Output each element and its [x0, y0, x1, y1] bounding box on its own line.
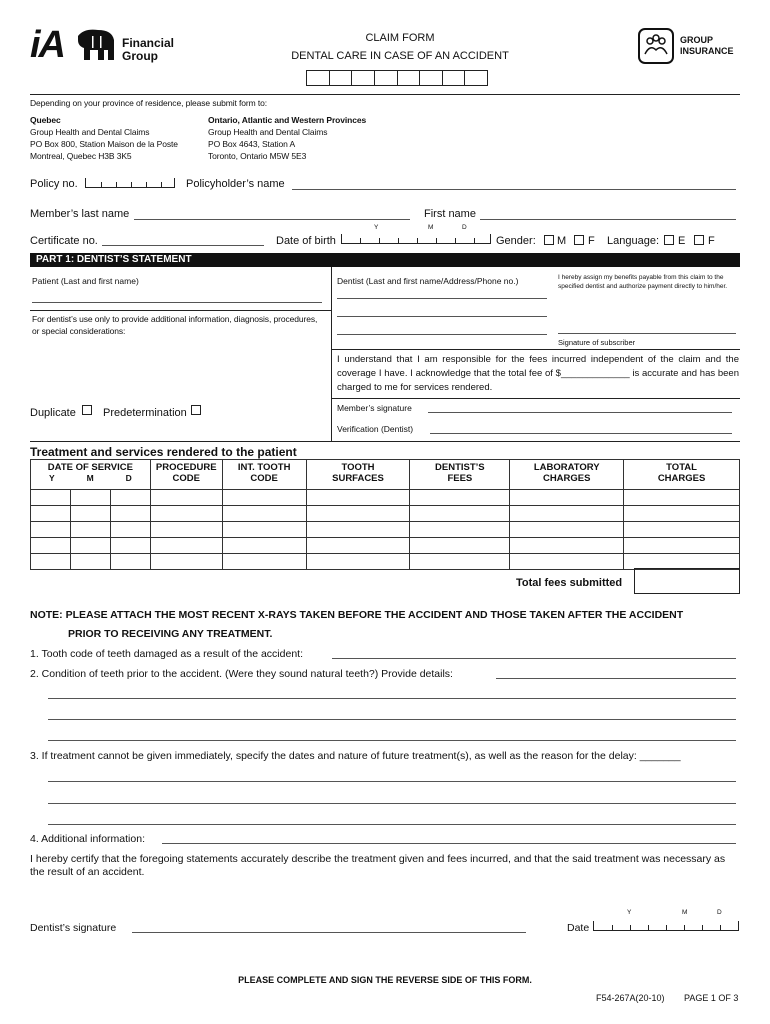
verification-label: Verification (Dentist)	[337, 424, 414, 434]
total-fees-field[interactable]	[634, 568, 740, 594]
elephant-icon	[74, 28, 118, 62]
form-title	[270, 32, 530, 62]
date-of-birth-field[interactable]	[341, 234, 491, 244]
question-3-label: 3. If treatment cannot be given immediately, specify the dates and nature of future treatment(s), as well as the reason for the delay: _______	[30, 750, 681, 762]
sig-date-d-label: D	[717, 909, 722, 916]
col-date-d: D	[125, 473, 132, 483]
col-surf-line1: TOOTH	[341, 462, 375, 473]
sig-date-m-label: M	[682, 909, 688, 916]
dob-m-label: M	[428, 224, 434, 231]
verification-field[interactable]	[430, 433, 732, 434]
xray-note-line1: NOTE: PLEASE ATTACH THE MOST RECENT X-RAYS TAKEN BEFORE THE ACCIDENT AND THOSE TAKEN AFTER THE ACCIDENT	[30, 609, 684, 621]
col-proc-line2: CODE	[172, 473, 200, 484]
col-fees-line1: DENTIST’S	[435, 462, 485, 473]
treatment-table	[30, 459, 740, 570]
ontario-title: Ontario, Atlantic and Western Provinces	[208, 115, 367, 125]
col-tooth-line2: CODE	[250, 473, 278, 484]
part1-left-divider	[30, 310, 331, 311]
header-divider	[30, 94, 740, 95]
table-row[interactable]	[31, 538, 740, 554]
col-total-charges	[624, 460, 740, 490]
member-last-name-field[interactable]	[134, 219, 410, 220]
col-total-line1: TOTAL	[666, 462, 697, 473]
form-title-line2: DENTAL CARE IN CASE OF AN ACCIDENT	[291, 50, 509, 62]
question-2-label: 2. Condition of teeth prior to the accident. (Were they sound natural teeth?) Provide details:	[30, 668, 453, 680]
question-4-label: 4. Additional information:	[30, 833, 145, 845]
gender-m-checkbox[interactable]	[544, 235, 554, 245]
logo-line2: Group	[122, 49, 158, 63]
ontario-line3: Toronto, Ontario M5W 5E3	[208, 151, 307, 161]
subscriber-signature-label: Signature of subscriber	[558, 338, 636, 347]
member-signature-label: Member’s signature	[337, 403, 412, 413]
part1-sig-divider	[331, 398, 740, 399]
patient-name-label: Patient (Last and first name)	[32, 276, 139, 286]
part1-header-bar	[30, 253, 740, 267]
company-logo	[30, 24, 175, 66]
col-int-tooth-code	[222, 460, 306, 490]
col-lab-line1: LABORATORY	[533, 462, 600, 473]
policy-no-label: Policy no.	[30, 178, 78, 190]
col-total-line2: CHARGES	[657, 473, 706, 484]
dentist-use-field[interactable]	[32, 340, 322, 440]
question-1-label: 1. Tooth code of teeth damaged as a result of the accident:	[30, 648, 303, 660]
duplicate-label: Duplicate	[30, 407, 76, 419]
form-title-line1: CLAIM FORM	[365, 32, 435, 44]
reverse-side-notice: PLEASE COMPLETE AND SIGN THE REVERSE SIDE OF THIS FORM.	[238, 975, 532, 985]
form-number: F54-267A(20-10)	[596, 993, 665, 1003]
dentist-info-field-1[interactable]	[337, 298, 547, 299]
certificate-no-field[interactable]	[102, 245, 264, 246]
table-row[interactable]	[31, 506, 740, 522]
col-tooth-surfaces	[306, 460, 410, 490]
page-number: PAGE 1 OF 3	[684, 993, 739, 1003]
predetermination-label: Predetermination	[103, 407, 187, 419]
question-2-field[interactable]	[496, 678, 736, 679]
language-e-label: E	[678, 235, 686, 247]
col-dentist-fees	[410, 460, 510, 490]
duplicate-checkbox[interactable]	[82, 405, 92, 415]
language-f-checkbox[interactable]	[694, 235, 704, 245]
table-row[interactable]	[31, 522, 740, 538]
quebec-line3: Montreal, Quebec H3B 3K5	[30, 151, 132, 161]
part1-header-text: PART 1: DENTIST’S STATEMENT	[36, 254, 192, 265]
question-2-line-2[interactable]	[48, 698, 736, 699]
dentist-info-field-3[interactable]	[337, 334, 547, 335]
col-proc-line1: PROCEDURE	[155, 462, 217, 473]
patient-name-field[interactable]	[32, 302, 322, 303]
xray-note-line2: PRIOR TO RECEIVING ANY TREATMENT.	[68, 628, 273, 640]
col-date-of-service	[31, 460, 151, 490]
address-intro: Depending on your province of residence, please submit form to:	[30, 98, 268, 108]
first-name-label: First name	[424, 208, 476, 220]
quebec-line2: PO Box 800, Station Maison de la Poste	[30, 139, 178, 149]
subscriber-signature-field[interactable]	[558, 333, 736, 334]
certify-text: I hereby certify that the foregoing statements accurately describe the treatment given and fees incurred, and that the said treatment was necessary as the result of an accident.	[30, 853, 726, 878]
date-label: Date	[567, 922, 590, 934]
col-date-y: Y	[48, 473, 55, 483]
col-date-label: DATE OF SERVICE	[47, 462, 133, 473]
quebec-title: Quebec	[30, 115, 61, 125]
gender-m-label: M	[557, 235, 567, 247]
policy-no-field[interactable]	[85, 178, 175, 188]
question-2-line-3[interactable]	[48, 719, 736, 720]
assign-benefits-text: I hereby assign my benefits payable from this claim to the specified dentist and authorize payment directly to him/her.	[558, 274, 728, 290]
dob-d-label: D	[462, 224, 467, 231]
policyholder-name-field[interactable]	[292, 189, 736, 190]
understand-text: I understand that I am responsible for the fees incurred independent of the claim and the coverage I have. I acknowledge that the total fee of $_____________ is accurate and has been charged to me for services rendered.	[337, 354, 739, 393]
quebec-line1: Group Health and Dental Claims	[30, 127, 150, 137]
first-name-field[interactable]	[480, 219, 736, 220]
dentist-signature-label: Dentist’s signature	[30, 922, 117, 934]
logo-line1: Financial	[122, 36, 175, 50]
language-e-checkbox[interactable]	[664, 235, 674, 245]
ontario-line2: PO Box 4643, Station A	[208, 139, 296, 149]
predetermination-checkbox[interactable]	[191, 405, 201, 415]
address-quebec	[30, 114, 178, 162]
language-f-label: F	[708, 235, 715, 247]
question-1-field[interactable]	[332, 658, 736, 659]
logo-ia-text: iA	[30, 24, 64, 66]
group-label-line1: GROUP	[680, 35, 714, 45]
gender-f-checkbox[interactable]	[574, 235, 584, 245]
table-row[interactable]	[31, 490, 740, 506]
language-label: Language:	[607, 235, 659, 247]
group-insurance-label	[680, 35, 734, 57]
dentist-info-field-2[interactable]	[337, 316, 547, 317]
group-insurance-icon	[638, 28, 674, 64]
dob-y-label: Y	[374, 224, 379, 231]
col-date-m: M	[86, 473, 94, 483]
col-laboratory-charges	[510, 460, 624, 490]
ontario-line1: Group Health and Dental Claims	[208, 127, 328, 137]
certificate-no-label: Certificate no.	[30, 235, 98, 247]
part1-vertical-divider	[331, 267, 332, 442]
question-4-field[interactable]	[162, 843, 736, 844]
col-lab-line2: CHARGES	[542, 473, 591, 484]
group-label-line2: INSURANCE	[680, 46, 734, 56]
policyholder-name-label: Policyholder’s name	[186, 178, 285, 190]
col-procedure-code	[150, 460, 222, 490]
dentist-use-label: For dentist’s use only to provide additional information, diagnosis, procedures, or special considerations:	[32, 314, 318, 336]
gender-label: Gender:	[496, 235, 536, 247]
question-3-line-1[interactable]	[48, 781, 736, 782]
col-fees-line2: FEES	[447, 473, 473, 484]
member-last-name-label: Member’s last name	[30, 208, 130, 220]
part1-right-divider	[331, 349, 740, 350]
question-3-line-2[interactable]	[48, 803, 736, 804]
signature-date-field[interactable]	[593, 921, 739, 931]
member-signature-field[interactable]	[428, 412, 732, 413]
address-ontario	[208, 114, 366, 162]
gender-f-label: F	[588, 235, 595, 247]
form-id-boxes[interactable]	[306, 70, 488, 86]
sig-date-y-label: Y	[627, 909, 632, 916]
question-3-line-3[interactable]	[48, 824, 736, 825]
question-2-line-4[interactable]	[48, 740, 736, 741]
col-tooth-line1: INT. TOOTH	[237, 462, 291, 473]
date-of-birth-label: Date of birth	[276, 235, 336, 247]
treatment-title: Treatment and services rendered to the patient	[30, 445, 297, 459]
dentist-signature-field[interactable]	[132, 932, 526, 933]
dentist-info-label: Dentist (Last and first name/Address/Phone no.)	[337, 276, 519, 286]
total-fees-label: Total fees submitted	[516, 577, 623, 589]
col-surf-line2: SURFACES	[332, 473, 384, 484]
